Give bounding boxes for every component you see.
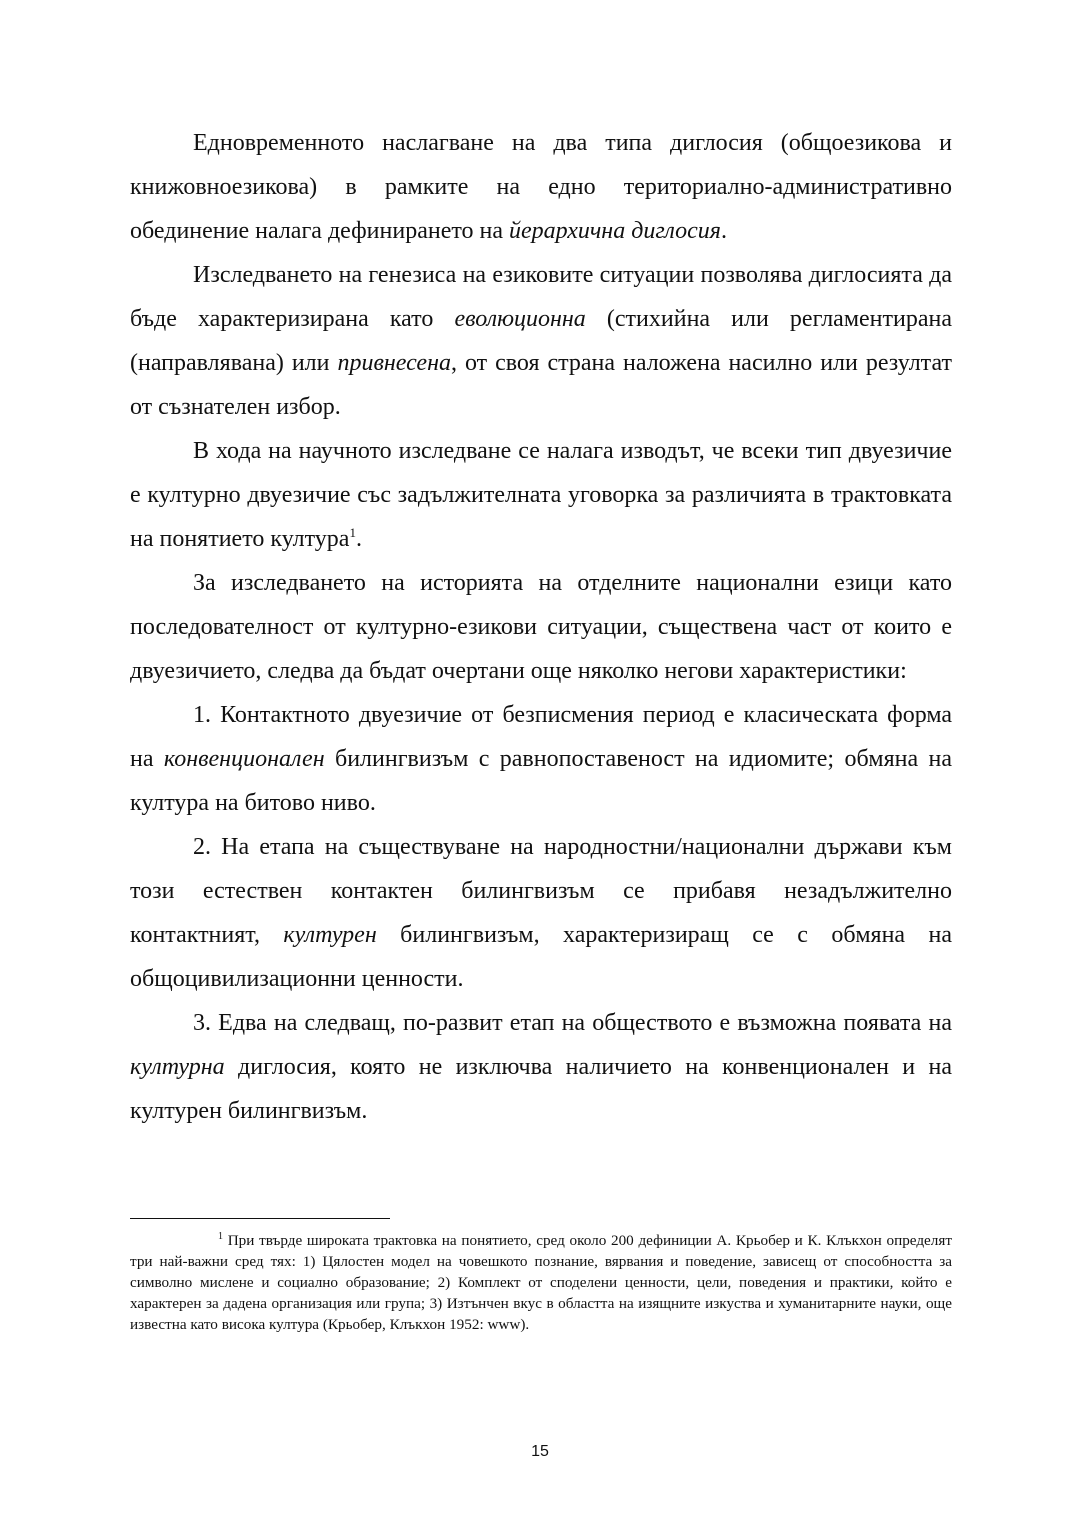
term-conventional: конвенционален: [163, 746, 325, 772]
list-item-3: 3. Едва на следващ, по-развит етап на обществото е възможна появата на културна диглосия, която не изключва наличието на конвенционален и на културен билингвизъм.: [130, 1010, 952, 1124]
term-evolutionary: еволюционна: [454, 306, 586, 332]
term-cultural: културен: [283, 922, 377, 948]
paragraph-genesis: Изследването на генезиса на езиковите ситуации позволява диглосията да бъде характеризирана като еволюционна (стихийна или регламентирана (направлявана) или привнесена, от своя страна наложена насилно или резултат от съзнателен избор.: [130, 262, 952, 420]
footnote-separator: [130, 1218, 390, 1219]
term-cultural-diglossia: културна: [130, 1054, 225, 1080]
paragraph-cultural-bilingualism: В хода на научното изследване се налага изводът, че всеки тип двуезичие е културно двуезичие със задължителната уговорка за различията в трактовката на понятието култура$^1$.: [130, 438, 952, 552]
term-hierarchical-diglossia: йерархична диглосия: [509, 218, 721, 244]
list-item-1: 1. Контактното двуезичие от безписмения период е класическата форма на конвенционален билингвизъм с равнопоставеност на идиомите; обмяна на култура на битово ниво.: [130, 702, 953, 816]
footnote-number: 1: [218, 1230, 223, 1242]
body-text: [130, 121, 952, 1133]
paragraph-characteristics-intro: За изследването на историята на отделните национални езици като последователност от културно-езикови ситуации, съществена част от които е двуезичието, следва да бъдат очертани още няколко негови характеристики:: [130, 570, 952, 684]
footnote-reference[interactable]: 1: [349, 525, 356, 540]
footnote-text: При твърде широката трактовка на понятието, сред около 200 дефиниции А. Крьобер и К. Клъкхон определят три най-важни сред тях: 1) Цялостен модел на човешкото познание, вярвания и поведение, зависещ от способността за символно мислене и социално образование; 2) Комплект от споделени ценности, цели, поведения и практики, който е характерен за дадена организация или група; 3) Изтънчен вкус в областта на изящните изкуства и хуманитарните науки, още известна като висока култура (Крьобер, Клъкхон 1952: www).: [130, 1232, 952, 1333]
list-item-2: 2. На етапа на съществуване на народностни/национални държави към този естествен контактен билингвизъм се прибавя незадължително контактният, културен билингвизъм, характеризиращ се с обмяна на общоцивилизационни ценности.: [130, 834, 952, 992]
footnote: [130, 1230, 952, 1335]
page-number: 15: [531, 1443, 549, 1460]
paragraph-hierarchical-diglossia: Едновременното наслагване на два типа диглосия (общоезикова и книжовноезикова) в рамките на едно териториално-административно обединение налага дефинирането на йерархична диглосия.: [130, 130, 952, 244]
term-imported: привнесена: [337, 350, 451, 376]
